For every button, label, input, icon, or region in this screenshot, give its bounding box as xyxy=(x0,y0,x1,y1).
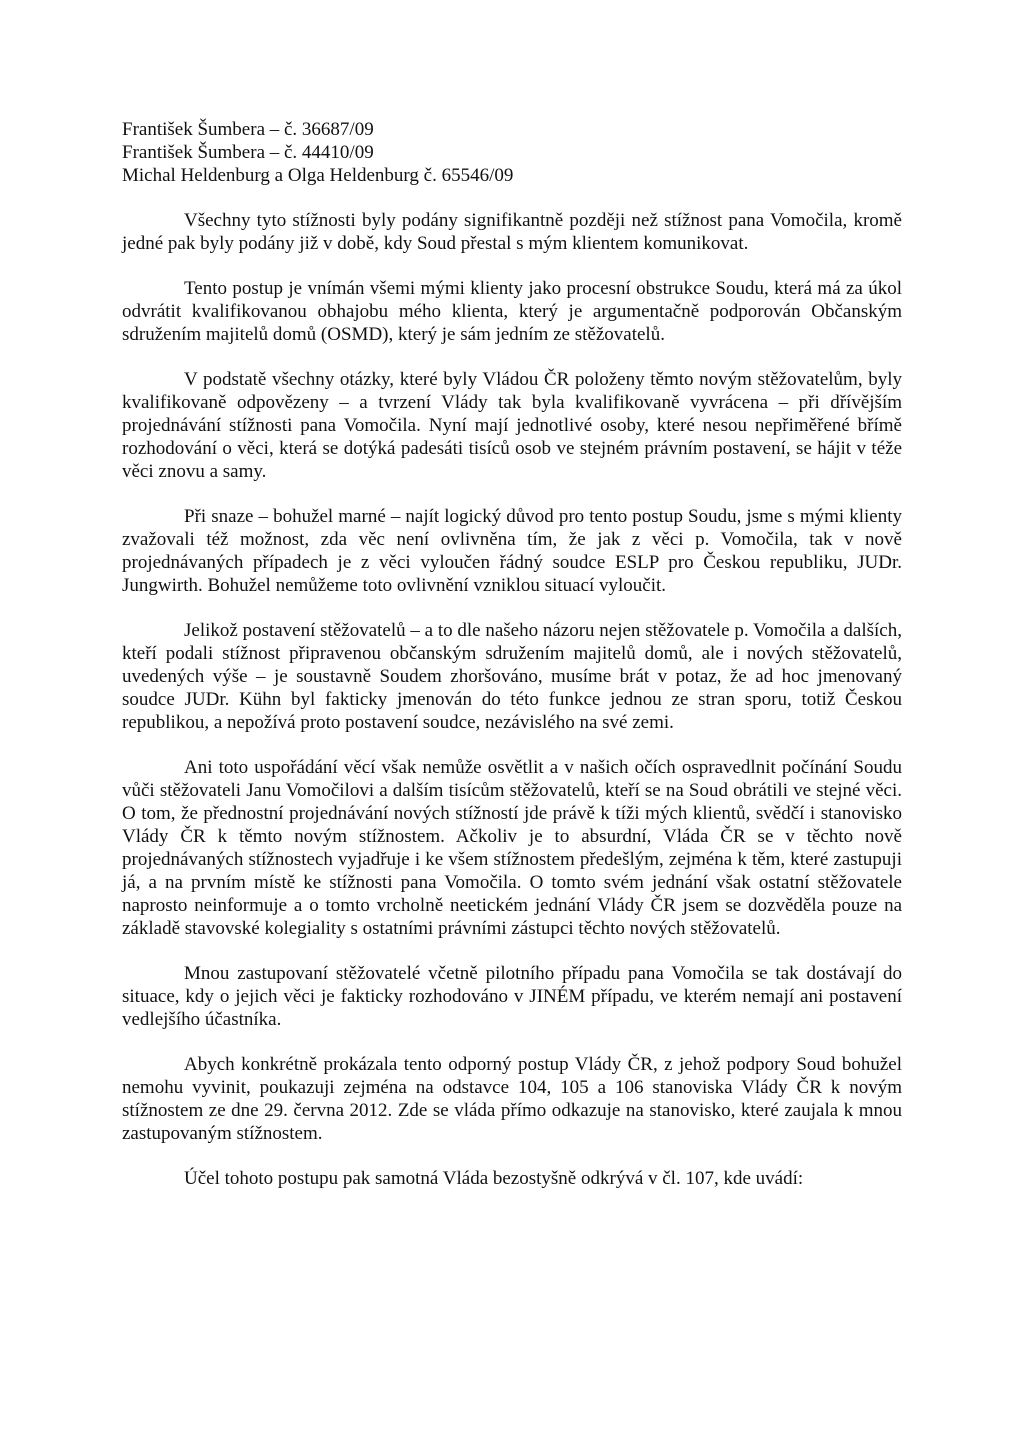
paragraph: Mnou zastupovaní stěžovatelé včetně pilotního případu pana Vomočila se tak dostávají do situace, kdy o jejich věci je fakticky rozhodováno v JINÉM případu, ve kterém nemají ani postavení vedlejšího účastníka. xyxy=(122,963,902,1030)
paragraph: Jelikož postavení stěžovatelů – a to dle našeho názoru nejen stěžovatele p. Vomočila a dalších, kteří podali stížnost připravenou občanským sdružením majitelů domů, ale i nových stěžovatelů, uvedených výše – je soustavně Soudem zhoršováno, musíme brát v potaz, že ad hoc jmenovaný soudce JUDr. Kühn byl fakticky jmenován do této funkce jednou ze stran sporu, totiž Českou republikou, a nepožívá proto postavení soudce, nezávislého na své zemi. xyxy=(122,620,902,733)
paragraph: Účel tohoto postupu pak samotná Vláda bezostyšně odkrývá v čl. 107, kde uvádí: xyxy=(184,1168,804,1189)
case-line: František Šumbera – č. 36687/09 xyxy=(122,119,374,140)
paragraph: Všechny tyto stížnosti byly podány signifikantně později než stížnost pana Vomočila, kromě jedné pak byly podány již v době, kdy Soud přestal s mým klientem komunikovat. xyxy=(122,210,902,254)
paragraph: V podstatě všechny otázky, které byly Vládou ČR položeny těmto novým stěžovatelům, byly kvalifikovaně odpovězeny – a tvrzení Vlády tak byla kvalifikovaně vyvrácena – při dřívějším projednávání stížnosti pana Vomočila. Nyní mají jednotlivé osoby, které nesou nepřiměřené břímě rozhodování o věci, která se dotýká padesáti tisíců osob ve stejném právním postavení, se hájit v téže věci znovu a samy. xyxy=(122,369,902,482)
document-page xyxy=(122,118,902,1212)
case-line: Michal Heldenburg a Olga Heldenburg č. 65546/09 xyxy=(122,165,514,186)
paragraph: Tento postup je vnímán všemi mými klienty jako procesní obstrukce Soudu, která má za úkol odvrátit kvalifikovanou obhajobu mého klienta, který je argumentačně podporován Občanským sdružením majitelů domů (OSMD), který je sám jedním ze stěžovatelů. xyxy=(122,278,902,345)
case-line: František Šumbera – č. 44410/09 xyxy=(122,142,374,163)
paragraph: Ani toto uspořádání věcí však nemůže osvětlit a v našich očích ospravedlnit počínání Soudu vůči stěžovateli Janu Vomočilovi a dalším tisícům stěžovatelů, kteří se na Soud obrátili ve stejné věci. O tom, že přednostní projednávání nových stížností jde právě k tíži mých klientů, svědčí i stanovisko Vlády ČR k těmto novým stížnostem. Ačkoliv je to absurdní, Vláda ČR se v těchto nově projednávaných stížnostech vyjadřuje i ke všem stížnostem předešlým, zejména k těm, které zastupuji já, a na prvním místě ke stížnosti pana Vomočila. O tomto svém jednání však ostatní stěžovatele naprosto neinformuje a o tomto vrcholně neetickém jednání Vlády ČR jsem se dozvěděla pouze na základě stavovské kolegiality s ostatními právními zástupci těchto nových stěžovatelů. xyxy=(122,757,902,939)
case-list xyxy=(122,118,902,187)
document-body xyxy=(122,209,902,1190)
paragraph: Abych konkrétně prokázala tento odporný postup Vlády ČR, z jehož podpory Soud bohužel nemohu vyvinit, poukazuji zejména na odstavce 104, 105 a 106 stanoviska Vlády ČR k novým stížnostem ze dne 29. června 2012. Zde se vláda přímo odkazuje na stanovisko, které zaujala k mnou zastupovaným stížnostem. xyxy=(122,1054,902,1144)
paragraph: Při snaze – bohužel marné – najít logický důvod pro tento postup Soudu, jsme s mými klienty zvažovali též možnost, zda věc není ovlivněna tím, že jak z věci p. Vomočila, tak v nově projednávaných případech je z věci vyloučen řádný soudce ESLP pro Českou republiku, JUDr. Jungwirth. Bohužel nemůžeme toto ovlivnění vzniklou situací vyloučit. xyxy=(122,506,902,596)
